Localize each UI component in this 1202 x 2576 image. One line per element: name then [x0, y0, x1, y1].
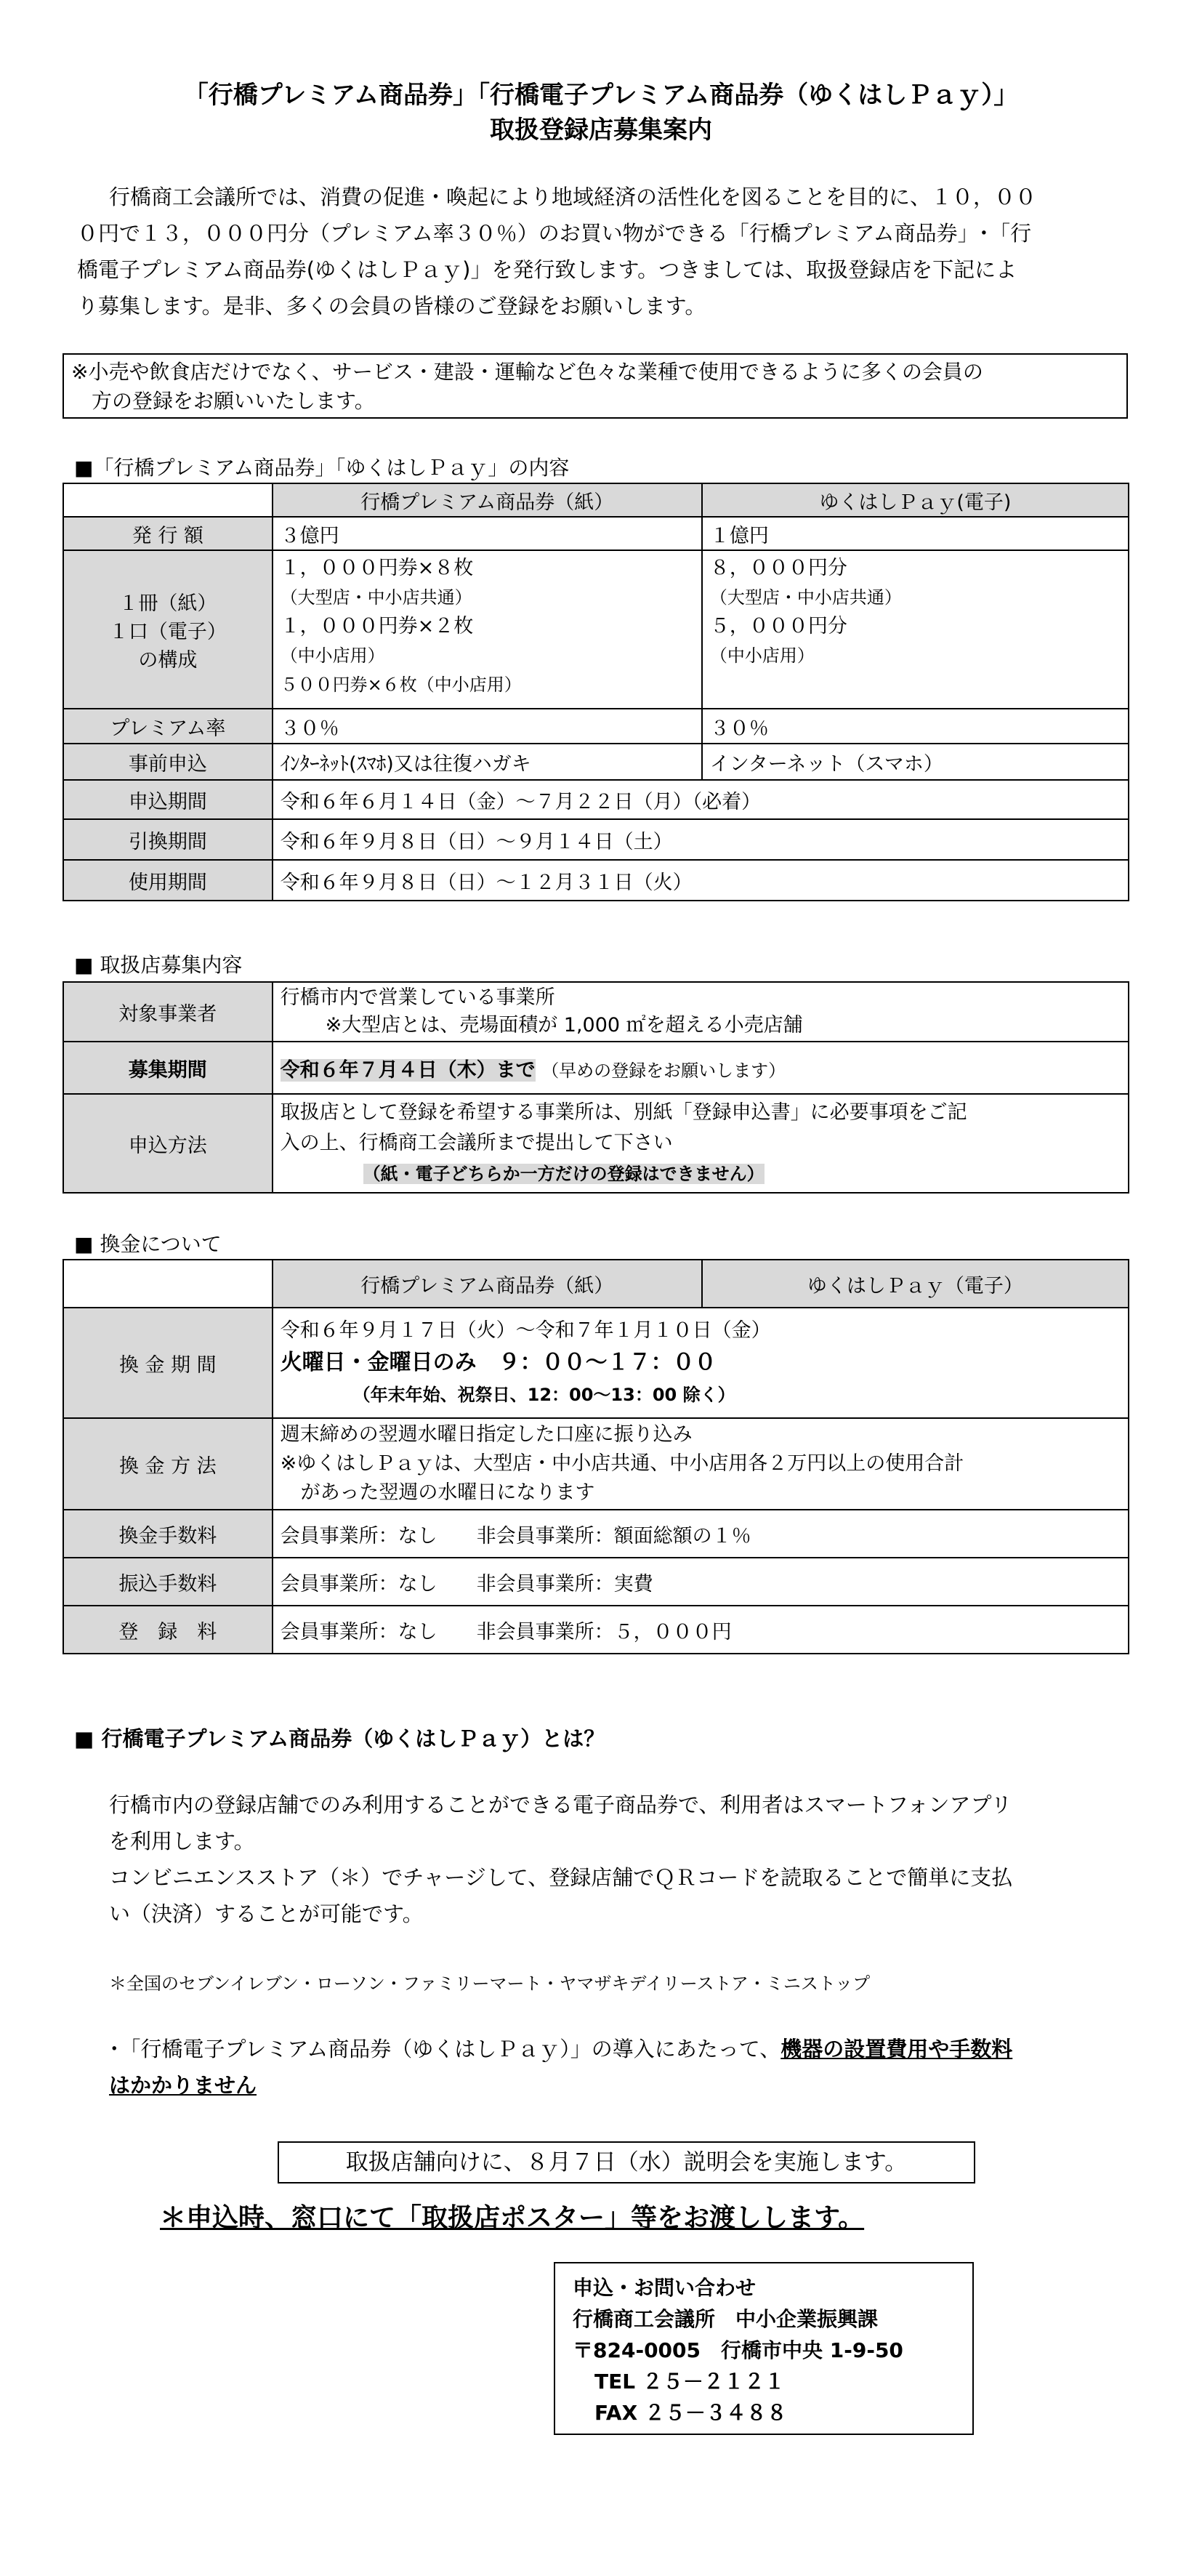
no-cost-highlight-1: 機器の設置費用や手数料 — [781, 2037, 1013, 2061]
composition-pay — [702, 550, 1129, 709]
payout-table — [62, 1259, 1129, 1654]
payout-method-line-3: があった翌週の水曜日になります — [300, 1481, 595, 1504]
transfer-fee-value: 会員事業所：なし 非会員事業所：実費 — [273, 1558, 1129, 1606]
issue-paper: ３億円 — [273, 517, 702, 550]
payout-period-line-2: 火曜日・金曜日のみ ９：００～１７：００ — [280, 1350, 717, 1375]
row-label-transfer-fee: 振込手数料 — [63, 1558, 273, 1606]
no-cost-line-2 — [109, 2067, 257, 2104]
composition-paper — [273, 550, 702, 709]
composition-paper-item: １，０００円券×２枚 — [280, 615, 474, 637]
contents-table — [62, 483, 1129, 901]
no-cost-prefix: ･「行橋電子プレミアム商品券（ゆくはしＰａｙ）」の導入にあたって、 — [109, 2037, 781, 2061]
no-cost-highlight-2: はかかりません — [109, 2073, 257, 2098]
section4-heading: ■ 行橋電子プレミアム商品券（ゆくはしＰａｙ）とは？ — [74, 1726, 605, 1751]
composition-label-3: の構成 — [138, 648, 198, 672]
recruit-deadline-note: （早めの登録をお願いします） — [541, 1060, 786, 1081]
target-value — [273, 982, 1129, 1042]
pay-desc-line-4: い（決済）することが可能です。 — [109, 1901, 424, 1926]
fee-value: 会員事業所：なし 非会員事業所：額面総額の１％ — [273, 1510, 1129, 1558]
payout-period-value — [273, 1308, 1129, 1418]
premium-pay: ３０％ — [702, 709, 1129, 744]
apply-method-paper: ｲﾝﾀｰﾈｯﾄ(ｽﾏﾎ)又は往復ハガキ — [273, 744, 702, 780]
composition-pay-item: ５，０００円分 — [709, 615, 847, 637]
doc-subtitle: 取扱登録店募集案内 — [490, 116, 712, 145]
exchange-period-value: 令和６年９月８日（日）～９月１４日（土） — [273, 819, 1129, 860]
doc-title: 「行橋プレミアム商品券」「行橋電子プレミアム商品券（ゆくはしＰａｙ）」 — [183, 81, 1019, 110]
intro-line-3: 橋電子プレミアム商品券(ゆくはしＰａｙ)」を発行致します。つきましては、取扱登録店を下記によ — [77, 257, 1017, 282]
payout-col-pay: ゆくはしＰａｙ（電子） — [702, 1260, 1129, 1308]
row-label-target: 対象事業者 — [63, 982, 273, 1042]
contact-tel: TEL ２５－２１２１ — [594, 2370, 785, 2394]
method-line-1: 取扱店として登録を希望する事業所は、別紙「登録申込書」に必要事項をご記 — [280, 1101, 967, 1124]
row-label-issue: 発 行 額 — [63, 517, 273, 550]
briefing-text: 取扱店舗向けに、８月７日（水）説明会を実施します。 — [345, 2149, 908, 2175]
pay-desc-line-3: コンビニエンスストア（＊）でチャージして、登録店舗でＱＲコードを読取ることで簡単に支払 — [109, 1865, 1013, 1890]
pay-desc-line-2: を利用します。 — [109, 1829, 255, 1853]
registration-fee-value: 会員事業所：なし 非会員事業所：５，０００円 — [273, 1606, 1129, 1654]
col-header-pay: ゆくはしＰａｙ(電子) — [702, 483, 1129, 517]
composition-pay-item: （大型店・中小店共通） — [709, 587, 902, 608]
payout-col-paper: 行橋プレミアム商品券（紙） — [273, 1260, 702, 1308]
section1-heading: ■「行橋プレミアム商品券」「ゆくはしＰａｙ」の内容 — [74, 456, 570, 480]
row-label-payout-period: 換 金 期 間 — [63, 1308, 273, 1418]
composition-label-2: １口（電子） — [108, 620, 227, 643]
pay-desc-line-1: 行橋市内の登録店舗でのみ利用することができる電子商品券で、利用者はスマートフォンアプリ — [109, 1792, 1012, 1817]
section3-heading: ■ 換金について — [74, 1232, 222, 1256]
row-label-apply-period: 申込期間 — [63, 780, 273, 819]
contact-heading: 申込・お問い合わせ — [573, 2276, 757, 2300]
contact-box — [554, 2262, 974, 2435]
target-line-1: 行橋市内で営業している事業所 — [280, 986, 555, 1009]
row-label-premium: プレミアム率 — [63, 709, 273, 744]
recruit-table — [62, 981, 1129, 1194]
contact-org: 行橋商工会議所 中小企業振興課 — [573, 2307, 879, 2331]
col-header-paper: 行橋プレミアム商品券（紙） — [273, 483, 702, 517]
composition-paper-item: １，０００円券×８枚 — [280, 557, 474, 579]
row-label-composition — [63, 550, 273, 709]
method-value — [273, 1094, 1129, 1193]
payout-method-value — [273, 1418, 1129, 1510]
section2-heading: ■ 取扱店募集内容 — [74, 953, 243, 977]
pay-footnote: ＊全国のセブンイレブン・ローソン・ファミリーマート・ヤマザキデイリーストア・ミニストップ — [109, 1973, 871, 1994]
intro-line-4: り募集します。是非、多くの会員の皆様のご登録をお願いします。 — [77, 294, 706, 318]
notice-line-2: 方の登録をお願いいたします。 — [92, 389, 375, 413]
blank-header-cell — [63, 483, 273, 517]
payout-method-line-1: 週末締めの翌週水曜日指定した口座に振り込み — [280, 1423, 693, 1446]
payout-period-line-1: 令和６年９月１７日（火）～令和７年１月１０日（金） — [280, 1319, 771, 1342]
composition-paper-item: （大型店・中小店共通） — [280, 587, 472, 608]
contact-address: 〒824-0005 行橋市中央 1-9-50 — [573, 2338, 903, 2362]
blank-header-cell — [63, 1260, 273, 1308]
briefing-box — [278, 2141, 975, 2183]
contact-fax: FAX ２５－３４８８ — [594, 2401, 787, 2425]
composition-paper-item: （中小店用） — [280, 645, 385, 666]
method-line-2: 入の上、行橋商工会議所まで提出して下さい — [280, 1132, 673, 1154]
composition-pay-item: ８，０００円分 — [709, 557, 847, 579]
recruit-deadline: 令和６年７月４日（木）まで — [280, 1058, 536, 1082]
apply-method-pay: インターネット（スマホ） — [702, 744, 1129, 780]
issue-pay: １億円 — [702, 517, 1129, 550]
row-label-period: 募集期間 — [63, 1042, 273, 1094]
notice-line-1: ※小売や飲食店だけでなく、サービス・建設・運輸など色々な業種で使用できるように多くの会員の — [71, 360, 983, 384]
poster-notice: ＊申込時、窓口にて「取扱店ポスター」等をお渡しします。 — [160, 2203, 865, 2233]
use-period-value: 令和６年９月８日（日）～１２月３１日（火） — [273, 860, 1129, 901]
row-label-method: 申込方法 — [63, 1094, 273, 1193]
row-label-apply-method: 事前申込 — [63, 744, 273, 780]
intro-line-2: ０円で１３，０００円分（プレミアム率３０％）のお買い物ができる「行橋プレミアム商品券」･「行 — [77, 221, 1032, 246]
period-value — [273, 1042, 1129, 1094]
composition-pay-item: （中小店用） — [709, 645, 815, 666]
payout-period-line-3: （年末年始、祝祭日、12：00～13：00 除く） — [352, 1385, 735, 1405]
row-label-fee: 換金手数料 — [63, 1510, 273, 1558]
row-label-payout-method: 換 金 方 法 — [63, 1418, 273, 1510]
premium-paper: ３０％ — [273, 709, 702, 744]
row-label-exchange-period: 引換期間 — [63, 819, 273, 860]
payout-method-line-2: ※ゆくはしＰａｙは、大型店・中小店共通、中小店用各２万円以上の使用合計 — [280, 1452, 964, 1475]
composition-paper-item: ５００円券×６枚（中小店用） — [280, 675, 522, 695]
target-line-2: ※大型店とは、売場面積が 1,000 ㎡を超える小売店舗 — [325, 1014, 803, 1037]
notice-box — [62, 353, 1128, 419]
method-line-3: （紙・電子どちらか一方だけの登録はできません） — [363, 1164, 765, 1184]
row-label-registration-fee: 登 録 料 — [63, 1606, 273, 1654]
apply-period-value: 令和６年６月１４日（金）～７月２２日（月）（必着） — [273, 780, 1129, 819]
no-cost-line-1 — [109, 2031, 1012, 2067]
row-label-use-period: 使用期間 — [63, 860, 273, 901]
composition-label-1: １冊（紙） — [118, 592, 217, 615]
intro-line-1: 行橋商工会議所では、消費の促進・喚起により地域経済の活性化を図ることを目的に、１０，００ — [109, 185, 1037, 209]
